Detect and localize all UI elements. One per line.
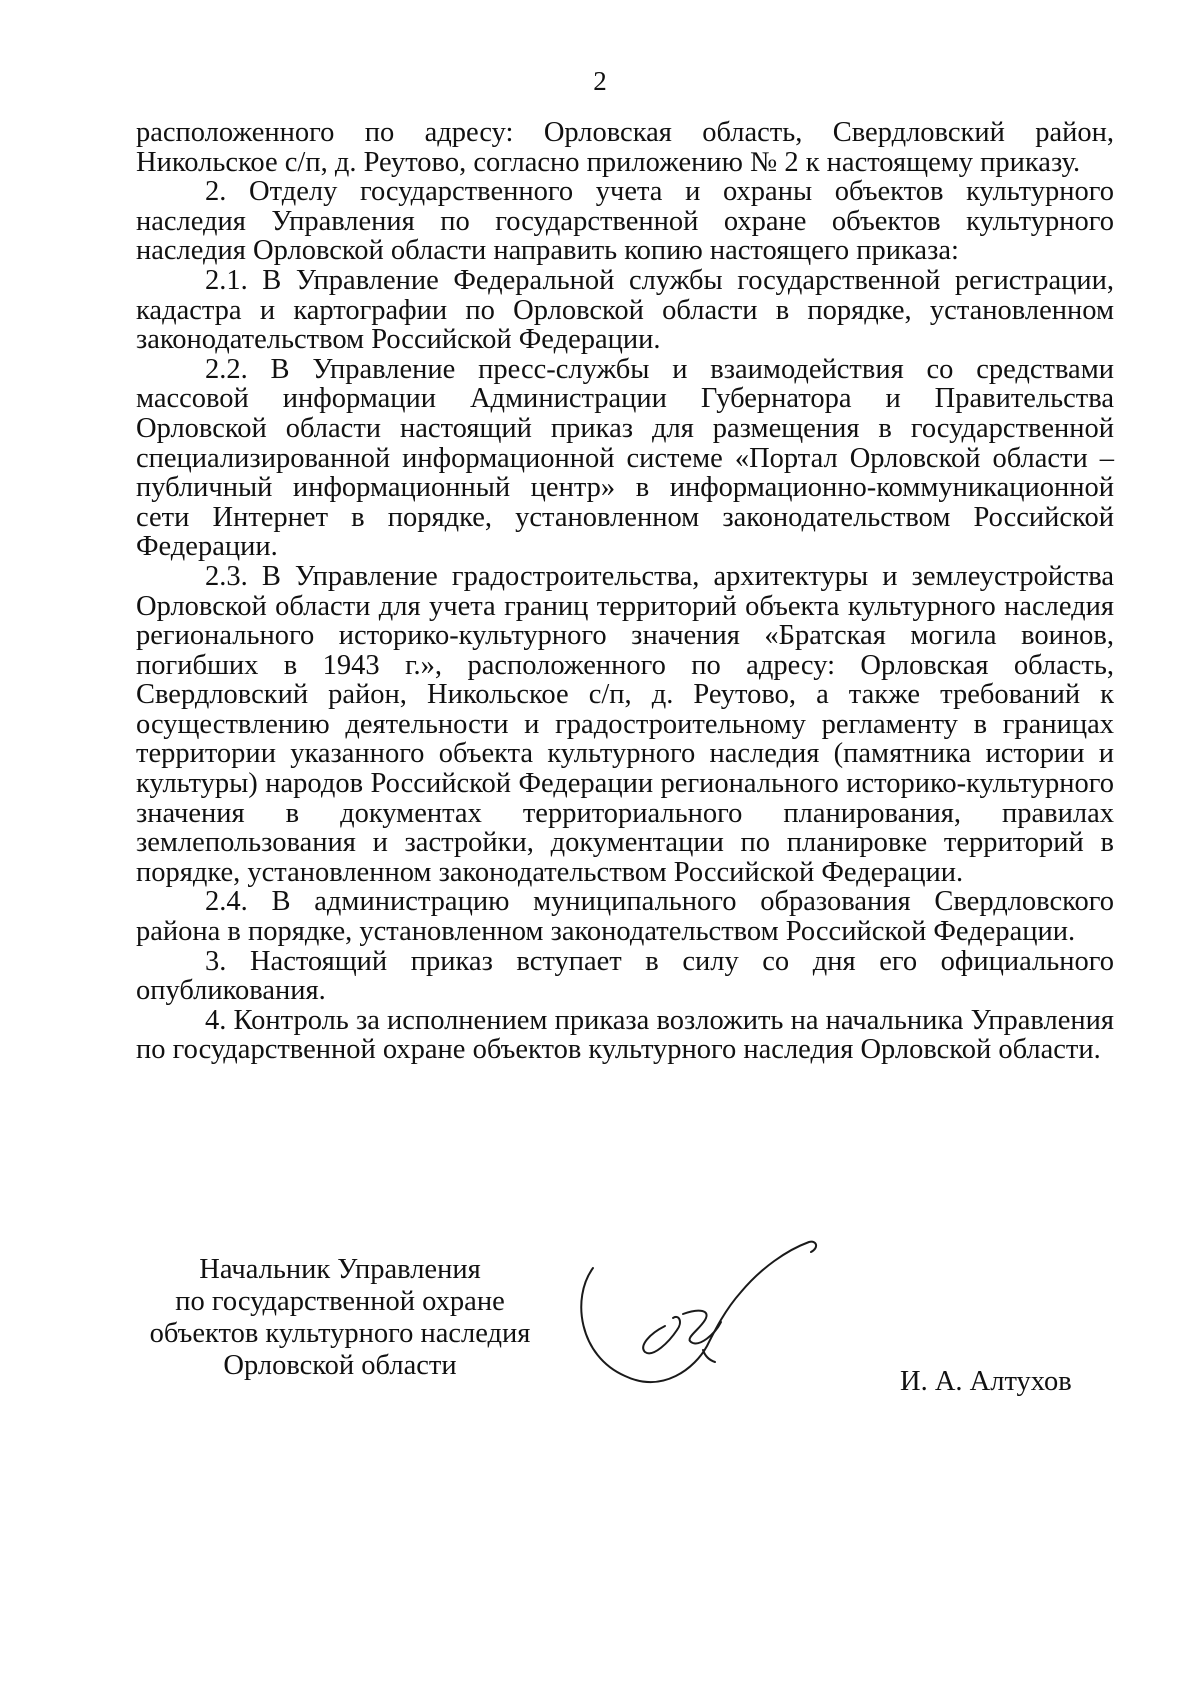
signer-title-line: объектов культурного наследия	[149, 1318, 531, 1349]
paragraph-item-2-4: 2.4. В администрацию муниципального образования Свердловского района в порядке, установленном законодательством Российской Федерации.	[136, 886, 1114, 948]
signature-underline-stroke	[703, 1350, 715, 1362]
signature-loop-stroke	[581, 1242, 816, 1382]
paragraph-continuation: расположенного по адресу: Орловская область, Свердловский район, Никольское с/п, д. Реутово, согласно приложению № 2 к настоящему приказу.	[136, 117, 1114, 178]
paragraph-item-2-2: 2.2. В Управление пресс-службы и взаимодействия со средствами массовой информации Администрации Губернатора и Правительства Орловской области настоящий приказ для размещения в государственной специализированной информационной системе «Портал Орловской области – публичный информационный центр» в информационно-коммуникационной сети Интернет в порядке, установленном законодательством Российской Федерации.	[136, 353, 1114, 563]
paragraph-item-2-3: 2.3. В Управление градостроительства, архитектуры и землеустройства Орловской области для учета границ территорий объекта культурного наследия регионального историко-культурного значения «Братская могила воинов, погибших в 1943 г.», расположенного по адресу: Орловская область, Свердловский район, Никольское с/п, д. Реутово, а также требований к осуществлению деятельности и градостроительному регламенту в границах территории указанного объекта культурного наследия (памятника истории и культуры) народов Российской Федерации регионального историко-культурного значения в документах территориального планирования, правилах землепользования и застройки, документации по планировке территорий в порядке, установленном законодательством Российской Федерации.	[136, 560, 1114, 888]
signature-curl-stroke	[643, 1317, 680, 1353]
paragraph-item-4: 4. Контроль за исполнением приказа возложить на начальника Управления по государственной охране объектов культурного наследия Орловской области.	[136, 1004, 1114, 1066]
document-body	[136, 118, 1114, 1065]
paragraph-item-2-1: 2.1. В Управление Федеральной службы государственной регистрации, кадастра и картографии по Орловской области в порядке, установленном законодательством Российской Федерации.	[136, 264, 1114, 356]
signer-title-line: Орловской области	[223, 1350, 457, 1381]
signer-title	[140, 1254, 540, 1382]
handwritten-signature	[565, 1238, 865, 1398]
signer-name: И. А. Алтухов	[900, 1366, 1072, 1397]
page-number: 2	[593, 66, 607, 96]
signature-tail-stroke	[683, 1311, 721, 1344]
signer-title-line: по государственной охране	[175, 1286, 505, 1317]
paragraph-item-2: 2. Отделу государственного учета и охраны объектов культурного наследия Управления по государственной охране объектов культурного наследия Орловской области направить копию настоящего приказа:	[136, 176, 1114, 267]
signer-title-line: Начальник Управления	[199, 1254, 481, 1285]
paragraph-item-3: 3. Настоящий приказ вступает в силу со дня его официального опубликования.	[136, 945, 1114, 1007]
